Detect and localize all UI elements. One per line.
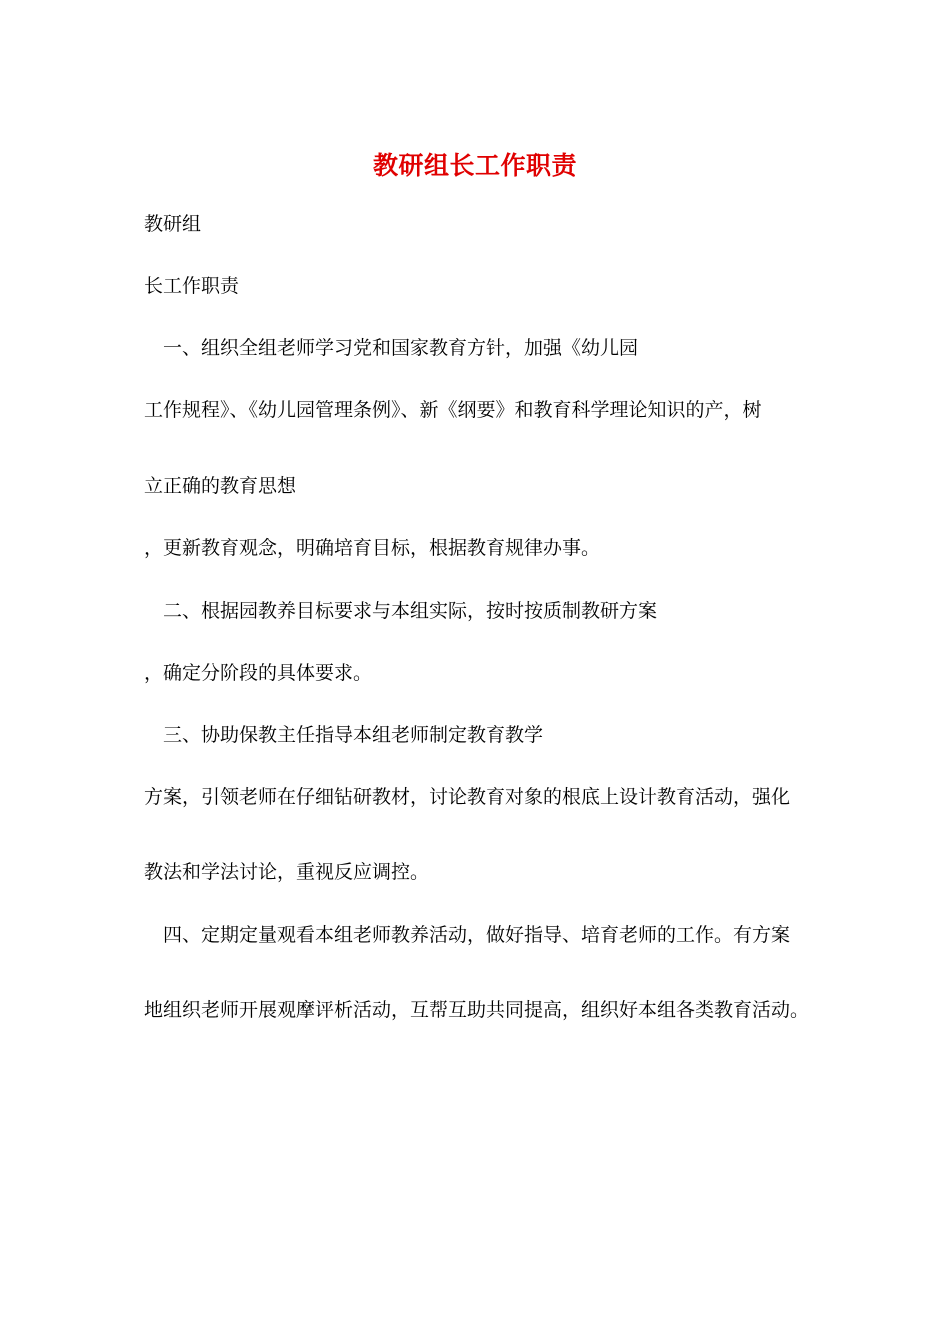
text-line: 方案，引领老师在仔细钻研教材，讨论教育对象的根底上设计教育活动，强化 xyxy=(144,786,791,808)
text-line: 教研组 xyxy=(144,213,202,235)
text-line: ，确定分阶段的具体要求。 xyxy=(144,662,373,684)
text-line: ，更新教育观念，明确培育目标，根据教育规律办事。 xyxy=(144,537,601,559)
text-line: 地组织老师开展观摩评析活动，互帮互助共同提高，组织好本组各类教育活动。 xyxy=(144,999,810,1021)
text-line: 教法和学法讨论，重视反应调控。 xyxy=(144,861,430,883)
section-2-heading: 二、根据园教养目标要求与本组实际，按时按质制教研方案 xyxy=(163,600,658,622)
document-title: 教研组长工作职责 xyxy=(372,151,577,180)
text-line: 立正确的教育思想 xyxy=(144,475,297,497)
section-4-heading: 四、定期定量观看本组老师教养活动，做好指导、培育老师的工作。有方案 xyxy=(163,924,791,946)
text-line: 工作规程》、《幼儿园管理条例》、新《纲要》和教育科学理论知识的产，树 xyxy=(144,399,762,421)
section-1-heading: 一、组织全组老师学习党和国家教育方针，加强《幼儿园 xyxy=(163,337,639,359)
text-line: 长工作职责 xyxy=(144,275,240,297)
section-3-heading: 三、协助保教主任指导本组老师制定教育教学 xyxy=(163,724,544,746)
